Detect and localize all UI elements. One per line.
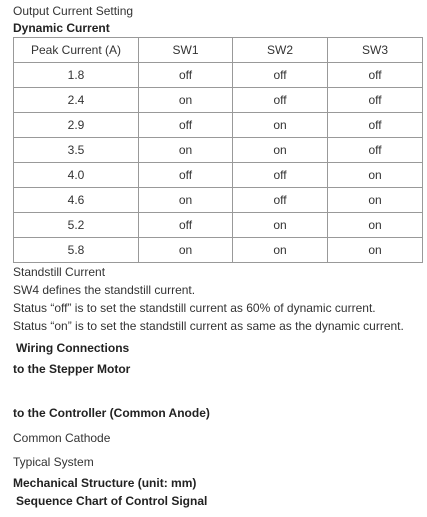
cell-sw3: off xyxy=(328,113,423,138)
table-row xyxy=(14,113,423,138)
cell-sw1: off xyxy=(139,163,233,188)
cell-sw2: off xyxy=(233,163,328,188)
standstill-line-on: Status “on” is to set the standstill current as same as the dynamic current. xyxy=(13,319,404,333)
cell-sw3: on xyxy=(328,213,423,238)
cell-peak-current: 2.4 xyxy=(14,88,139,113)
header-sw1: SW1 xyxy=(139,38,233,63)
common-cathode-label: Common Cathode xyxy=(13,431,111,445)
standstill-line-off: Status “off” is to set the standstill current as 60% of dynamic current. xyxy=(13,301,376,315)
cell-sw2: off xyxy=(233,88,328,113)
standstill-line-sw4: SW4 defines the standstill current. xyxy=(13,283,196,297)
table-row xyxy=(14,88,423,113)
header-sw2: SW2 xyxy=(233,38,328,63)
page-heading: Output Current Setting xyxy=(13,4,134,18)
cell-sw2: off xyxy=(233,63,328,88)
sequence-chart-heading: Sequence Chart of Control Signal xyxy=(16,494,208,508)
cell-peak-current: 4.0 xyxy=(14,163,139,188)
cell-sw2: on xyxy=(233,113,328,138)
cell-peak-current: 1.8 xyxy=(14,63,139,88)
table-row xyxy=(14,63,423,88)
cell-sw1: off xyxy=(139,63,233,88)
cell-peak-current: 5.2 xyxy=(14,213,139,238)
cell-sw2: on xyxy=(233,213,328,238)
stepper-motor-heading: to the Stepper Motor xyxy=(13,362,131,376)
cell-sw1: off xyxy=(139,213,233,238)
wiring-connections-heading: Wiring Connections xyxy=(16,341,130,355)
table-row xyxy=(14,238,423,263)
table-row xyxy=(14,188,423,213)
table-header-row xyxy=(14,38,423,63)
cell-sw1: on xyxy=(139,188,233,213)
cell-sw3: off xyxy=(328,138,423,163)
mechanical-structure-heading: Mechanical Structure (unit: mm) xyxy=(13,476,197,490)
dynamic-current-title: Dynamic Current xyxy=(13,21,110,35)
table-row xyxy=(14,138,423,163)
header-peak-current: Peak Current (A) xyxy=(14,38,139,63)
cell-sw3: off xyxy=(328,63,423,88)
cell-peak-current: 5.8 xyxy=(14,238,139,263)
cell-sw3: on xyxy=(328,163,423,188)
cell-peak-current: 2.9 xyxy=(14,113,139,138)
cell-peak-current: 3.5 xyxy=(14,138,139,163)
cell-sw2: on xyxy=(233,138,328,163)
cell-sw1: on xyxy=(139,138,233,163)
header-sw3: SW3 xyxy=(328,38,423,63)
cell-sw1: on xyxy=(139,238,233,263)
cell-sw2: on xyxy=(233,238,328,263)
table-row xyxy=(14,213,423,238)
controller-heading: to the Controller (Common Anode) xyxy=(13,406,210,420)
cell-sw2: off xyxy=(233,188,328,213)
cell-sw1: on xyxy=(139,88,233,113)
current-setting-table xyxy=(13,37,423,263)
typical-system-label: Typical System xyxy=(13,455,94,469)
table-row xyxy=(14,163,423,188)
cell-peak-current: 4.6 xyxy=(14,188,139,213)
cell-sw3: off xyxy=(328,88,423,113)
cell-sw1: off xyxy=(139,113,233,138)
cell-sw3: on xyxy=(328,188,423,213)
standstill-title: Standstill Current xyxy=(13,265,106,279)
cell-sw3: on xyxy=(328,238,423,263)
